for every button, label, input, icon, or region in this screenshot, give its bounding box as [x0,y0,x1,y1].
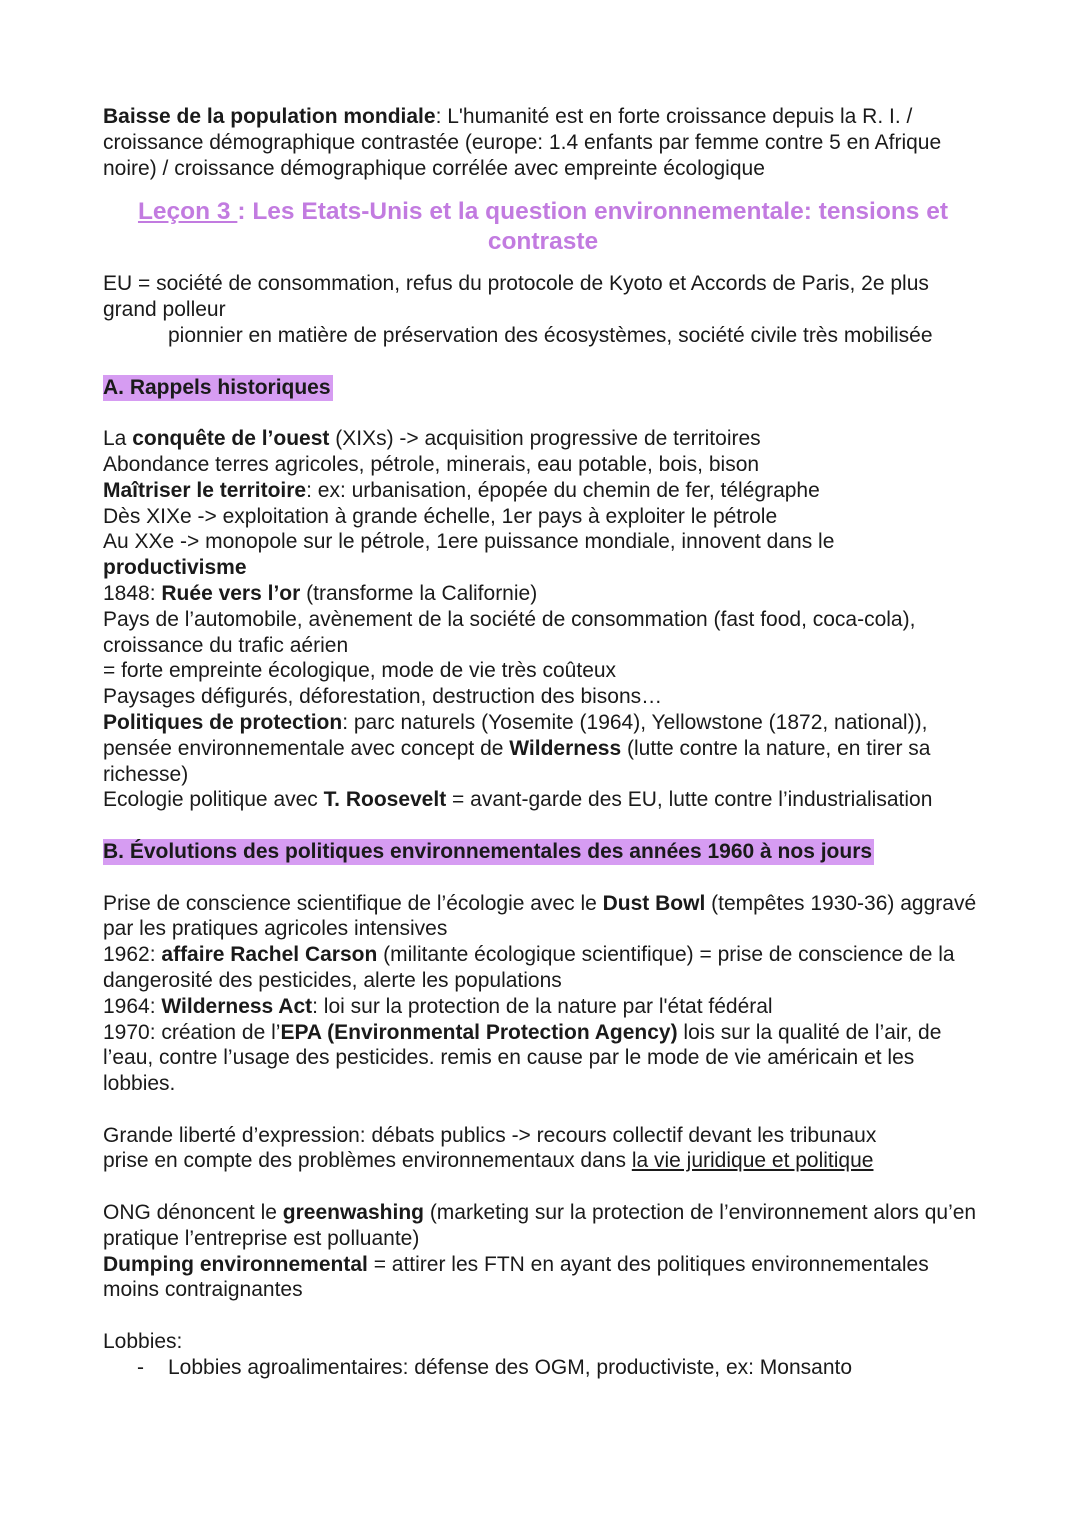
section-b-heading: B. Évolutions des politiques environnementales des années 1960 à nos jours [103,839,873,863]
document-content [103,104,983,1381]
section-a-line: = forte empreinte écologique, mode de vie très coûteux [103,659,617,683]
section-a-line: Maîtriser le territoire: ex: urbanisation, épopée du chemin de fer, télégraphe [103,478,820,502]
section-b-line: 1962: affaire Rachel Carson (militante écologique scientifique) = prise de conscience de la dangerosité des pesticides, alerte les populations [103,943,955,992]
eu-line-2: pionnier en matière de préservation des écosystèmes, société civile très mobilisée [168,323,933,347]
lobbies-list [103,1355,983,1381]
intro-bold: Baisse de la population mondiale [103,105,436,128]
section-a-line: La conquête de l’ouest (XIXs) -> acquisition progressive de territoires [103,427,761,451]
lesson-number: Leçon 3 [137,198,238,226]
list-item: - Lobbies agroalimentaires: défense des OGM, productiviste, ex: Monsanto [137,1355,853,1379]
section-a-line: Au XXe -> monopole sur le pétrole, 1ere puissance mondiale, innovent dans le productivisme [103,530,835,580]
section-a-heading: A. Rappels historiques [103,375,331,399]
section-a-line: 1848: Ruée vers l’or (transforme la Californie) [103,581,538,605]
eu-line-1: EU = société de consommation, refus du protocole de Kyoto et Accords de Paris, 2e plus grand polleur [103,272,929,322]
lesson-title-text: : Les Etats-Unis et la question environnementale: tensions et contraste [237,198,949,256]
section-b-line: 1964: Wilderness Act: loi sur la protection de la nature par l'état fédéral [103,994,773,1018]
section-a-line: Abondance terres agricoles, pétrole, minerais, eau potable, bois, bison [103,452,760,476]
section-b-line: Prise de conscience scientifique de l’écologie avec le Dust Bowl (tempêtes 1930-36) aggravé par les pratiques agricoles intensives [103,891,977,941]
section-b-line: Dumping environnemental = attirer les FTN en ayant des politiques environnementales moins contraignantes [103,1252,929,1302]
section-b-line: ONG dénoncent le greenwashing (marketing sur la protection de l’environnement alors qu’en pratique l’entreprise est polluante) [103,1201,977,1250]
section-b-line: Grande liberté d’expression: débats publics -> recours collectif devant les tribunaux [103,1123,877,1147]
intro-text: : L'humanité est en forte croissance depuis la R. I. / croissance démographique contrastée (europe: 1.4 enfants par femme contre 5 en Afrique noire) / croissance démographique corrélée avec empreinte écologique [103,105,942,180]
lobbies-label: Lobbies: [103,1330,183,1354]
section-a-line: Ecologie politique avec T. Roosevelt = avant-garde des EU, lutte contre l’industrialisation [103,788,933,812]
section-a-line: Politiques de protection: parc naturels (Yosemite (1964), Yellowstone (1872, national)), pensée environnementale avec concept de Wilderness (lutte contre la nature, en tirer sa richesse) [103,710,931,786]
section-a-heading-line [103,375,983,401]
section-a-line: Pays de l’automobile, avènement de la société de consommation (fast food, coca-cola), croissance du trafic aérien [103,607,916,657]
lesson-title [103,197,983,257]
section-b-line: 1970: création de l’EPA (Environmental Protection Agency) lois sur la qualité de l’air, de l’eau, contre l’usage des pesticides. remis en cause par le mode de vie américain et les lobbies. [103,1020,942,1096]
section-b-heading-line [103,839,983,865]
section-a-line: Paysages défigurés, déforestation, destruction des bisons… [103,685,663,709]
intro-paragraph [103,104,983,181]
section-b-line: prise en compte des problèmes environnementaux dans la vie juridique et politique [103,1149,874,1173]
section-a-line: Dès XIXe -> exploitation à grande échelle, 1er pays à exploiter le pétrole [103,504,778,528]
